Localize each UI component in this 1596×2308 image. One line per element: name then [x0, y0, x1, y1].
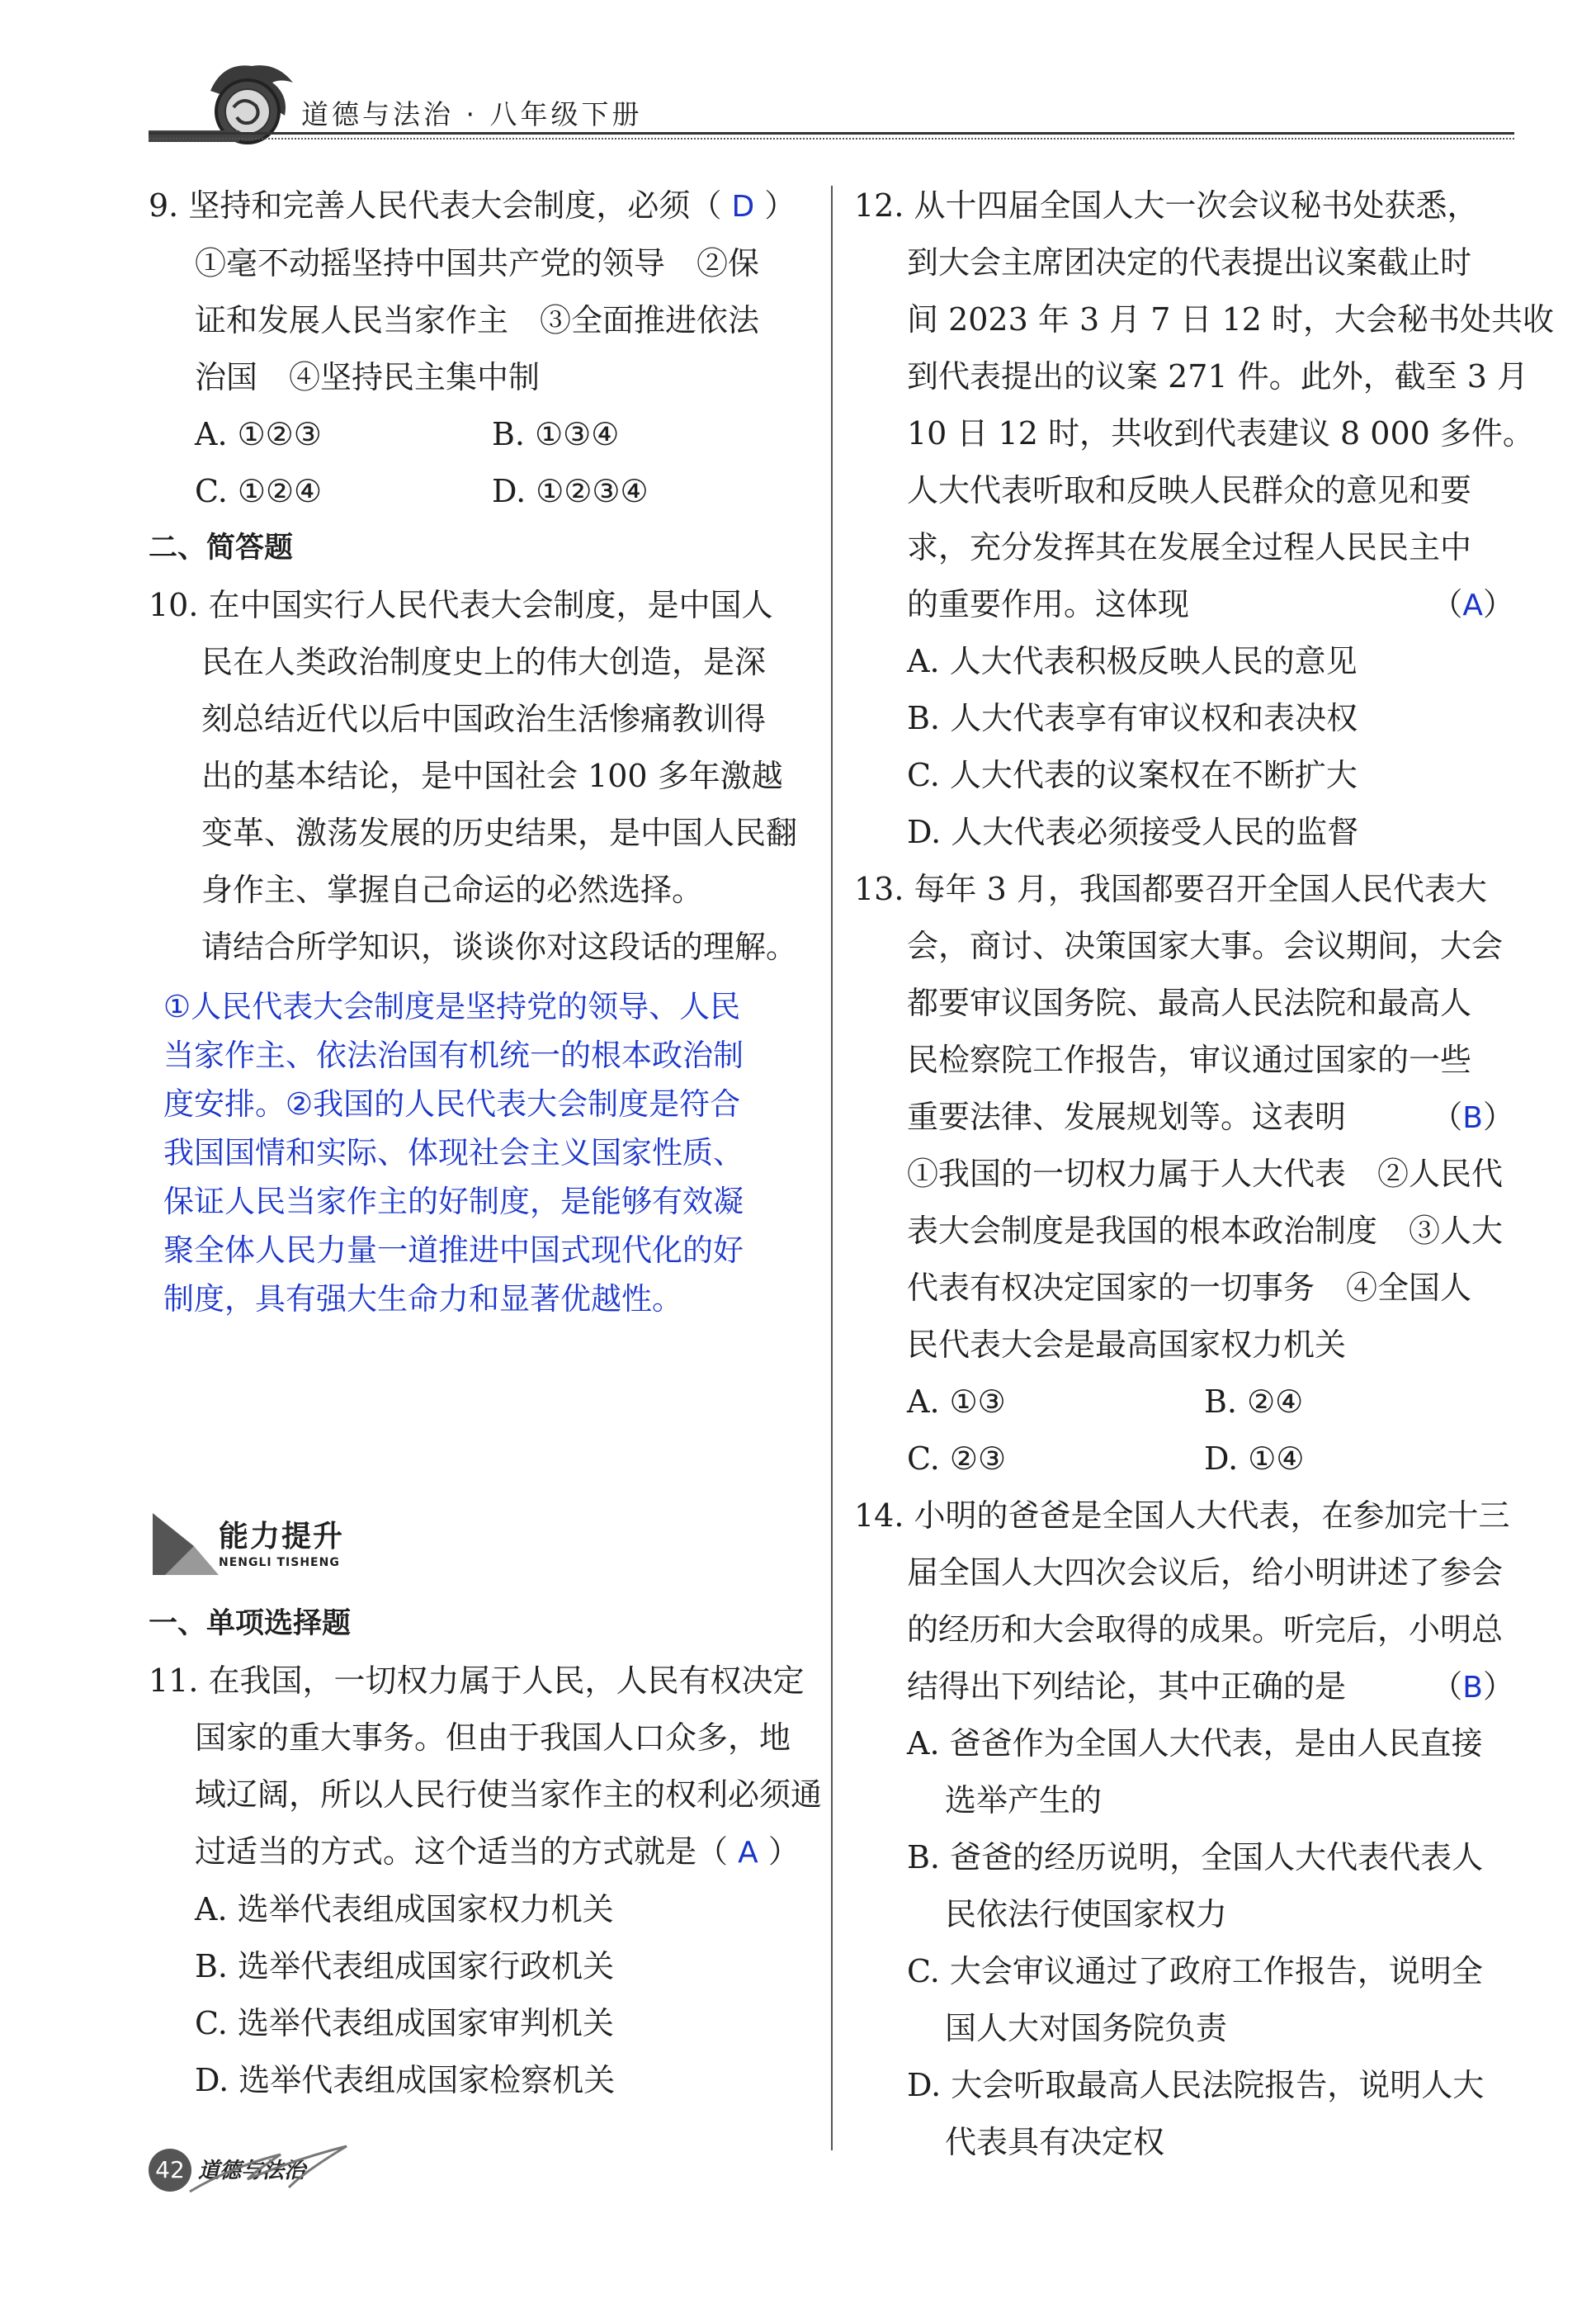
- section-heading: 一、单项选择题: [149, 1607, 352, 1640]
- ability-banner: [149, 1505, 817, 1596]
- answer-line: 保证人民当家作主的好制度，是能够有效凝: [163, 1184, 744, 1219]
- option-c-cont: 国人大对国务院负责: [945, 2010, 1228, 2046]
- question-line: 届全国人大四次会议后，给小明讲述了参会: [907, 1554, 1504, 1591]
- statement-line: 表大会制度是我国的根本政治制度 ③人大: [907, 1213, 1504, 1249]
- question-line: 10. 在中国实行人民代表大会制度，是中国人: [149, 587, 773, 623]
- question-line: 结得出下列结论，其中正确的是: [907, 1668, 1347, 1705]
- option-a: A. 爸爸作为全国人大代表，是由人民直接: [907, 1725, 1483, 1762]
- question-line: 过适当的方式。这个适当的方式就是（: [195, 1833, 729, 1870]
- option-d: D. 大会听取最高人民法院报告，说明人大: [907, 2067, 1485, 2103]
- question-line: 民检察院工作报告，审议通过国家的一些: [907, 1042, 1472, 1078]
- answer-line: 制度，具有强大生命力和显著优越性。: [163, 1281, 682, 1317]
- question-stem: 9. 坚持和完善人民代表大会制度，必须（: [149, 187, 722, 224]
- option-b-cont: 民依法行使国家权力: [945, 1896, 1228, 1932]
- question-14: [854, 1487, 1523, 2171]
- answer-line: 聚全体人民力量一道推进中国式现代化的好: [163, 1232, 744, 1268]
- option-d: D. 人大代表必须接受人民的监督: [907, 814, 1359, 850]
- option-c: C. 选举代表组成国家审判机关: [195, 2005, 614, 2041]
- question-12: [854, 177, 1555, 861]
- question-line: 重要法律、发展规划等。这表明: [907, 1099, 1347, 1135]
- question-line: 的经历和大会取得的成果。听完后，小明总: [907, 1611, 1504, 1648]
- book-title: 道德与法治 · 八年级下册: [301, 98, 643, 130]
- option-a: A. ①③: [907, 1383, 1006, 1420]
- statement-line: 代表有权决定国家的一切事务 ④全国人: [907, 1270, 1472, 1306]
- statement-line: ①我国的一切权力属于人大代表 ②人民代: [907, 1156, 1504, 1192]
- option-b: B. 选举代表组成国家行政机关: [195, 1948, 615, 1984]
- handwritten-answer: [149, 982, 817, 1323]
- ability-subtitle: NENGLI TISHENG: [219, 1556, 340, 1569]
- options-row: [149, 463, 817, 520]
- option-d: D. ①②③④: [492, 473, 649, 509]
- option-b: B. ②④: [1204, 1383, 1304, 1420]
- footer-subject: 道德与法治: [198, 2159, 306, 2183]
- question-9: [149, 177, 817, 520]
- bracket-close: ）: [767, 1833, 800, 1870]
- answer-line: ①人民代表大会制度是坚持党的领导、人民: [163, 989, 741, 1024]
- answer-line: 当家作主、依法治国有机统一的根本政治制: [163, 1038, 744, 1073]
- question-line: 变革、激荡发展的历史结果，是中国人民翻: [201, 815, 798, 851]
- question-prompt: 请结合所学知识，谈谈你对这段话的理解。: [201, 929, 798, 965]
- options-row: [854, 1431, 1523, 1487]
- answer-line: 我国国情和实际、体现社会主义国家性质、: [163, 1135, 744, 1171]
- statement-line: 民代表大会是最高国家权力机关: [907, 1327, 1347, 1363]
- question-line: 人大代表听取和反映人民群众的意见和要: [907, 472, 1472, 508]
- answer-mark: D: [731, 190, 755, 224]
- answer-bracket: （B）: [1431, 1668, 1514, 1705]
- question-line: 治国 ④坚持民主集中制: [195, 359, 541, 395]
- option-b: B. ①③④: [492, 416, 620, 452]
- question-line: 域辽阔，所以人民行使当家作主的权利必须通: [195, 1776, 823, 1813]
- question-line: 国家的重大事务。但由于我国人口众多，地: [195, 1719, 791, 1756]
- question-13: [854, 861, 1523, 1487]
- question-line: 出的基本结论，是中国社会 100 多年激越: [201, 758, 783, 794]
- question-line: ①毫不动摇坚持中国共产党的领导 ②保: [195, 245, 760, 281]
- header-rule: [149, 132, 1514, 135]
- option-a: A. ①②③: [195, 416, 322, 452]
- answer-line: 度安排。②我国的人民代表大会制度是符合: [163, 1086, 741, 1122]
- bracket-close: ）: [764, 187, 796, 224]
- option-c: C. ②③: [907, 1440, 1007, 1477]
- left-column: [149, 177, 823, 2109]
- answer-bracket: （B）: [1431, 1099, 1514, 1135]
- options-row: [149, 406, 817, 463]
- question-line: 11. 在我国，一切权力属于人民，人民有权决定: [149, 1662, 805, 1699]
- question-line: 求，充分发挥其在发展全过程人民民主中: [907, 529, 1472, 565]
- option-b: B. 人大代表享有审议权和表决权: [907, 700, 1358, 736]
- option-d: D. 选举代表组成国家检察机关: [195, 2062, 616, 2098]
- option-b: B. 爸爸的经历说明，全国人大代表代表人: [907, 1839, 1484, 1875]
- question-line: 到代表提出的议案 271 件。此外，截至 3 月: [907, 358, 1529, 395]
- answer-mark: A: [738, 1836, 758, 1870]
- question-line: 12. 从十四届全国人大一次会议秘书处获悉，: [854, 187, 1479, 224]
- option-d: D. ①④: [1204, 1440, 1305, 1477]
- question-line: 证和发展人民当家作主 ③全面推进依法: [195, 302, 760, 338]
- option-c: C. ①②④: [195, 473, 323, 509]
- question-line: 刻总结近代以后中国政治生活惨痛教训得: [201, 701, 767, 737]
- section-heading: 二、简答题: [149, 532, 294, 565]
- option-a: A. 人大代表积极反映人民的意见: [907, 643, 1358, 679]
- page-footer: [149, 2142, 347, 2200]
- option-a-cont: 选举产生的: [945, 1782, 1103, 1818]
- option-c: C. 人大代表的议案权在不断扩大: [907, 757, 1358, 793]
- right-column: [854, 177, 1555, 2171]
- answer-mark: B: [1462, 1101, 1483, 1135]
- question-10: [149, 577, 817, 1323]
- options-row: [854, 1374, 1523, 1431]
- question-line: 14. 小明的爸爸是全国人大代表，在参加完十三: [854, 1497, 1510, 1534]
- question-line: 身作主、掌握自己命运的必然选择。: [201, 872, 704, 908]
- answer-mark: A: [1462, 589, 1483, 622]
- ability-arrow-icon: [149, 1505, 223, 1579]
- question-line: 间 2023 年 3 月 7 日 12 时，大会秘书处共收: [907, 301, 1555, 338]
- option-c: C. 大会审议通过了政府工作报告，说明全: [907, 1953, 1483, 1989]
- question-line: 到大会主席团决定的代表提出议案截止时: [907, 244, 1472, 281]
- option-d-cont: 代表具有决定权: [945, 2124, 1165, 2160]
- question-line: 13. 每年 3 月，我国都要召开全国人民代表大: [854, 871, 1487, 907]
- answer-bracket: （A）: [1431, 586, 1514, 622]
- page-number: 42: [149, 2149, 191, 2192]
- answer-mark: B: [1462, 1671, 1483, 1705]
- option-a: A. 选举代表组成国家权力机关: [195, 1891, 614, 1927]
- question-line: 10 日 12 时，共收到代表建议 8 000 多件。: [907, 415, 1534, 452]
- question-line: 的重要作用。这体现: [907, 586, 1190, 622]
- ability-title: 能力提升: [219, 1520, 345, 1554]
- question-line: 民在人类政治制度史上的伟大创造，是深: [201, 644, 767, 680]
- header-dotted-rule: [149, 138, 1514, 140]
- question-11: [149, 1653, 823, 2109]
- question-line: 都要审议国务院、最高人民法院和最高人: [907, 985, 1472, 1021]
- column-divider: [831, 186, 833, 2150]
- question-line: 会，商讨、决策国家大事。会议期间，大会: [907, 928, 1504, 964]
